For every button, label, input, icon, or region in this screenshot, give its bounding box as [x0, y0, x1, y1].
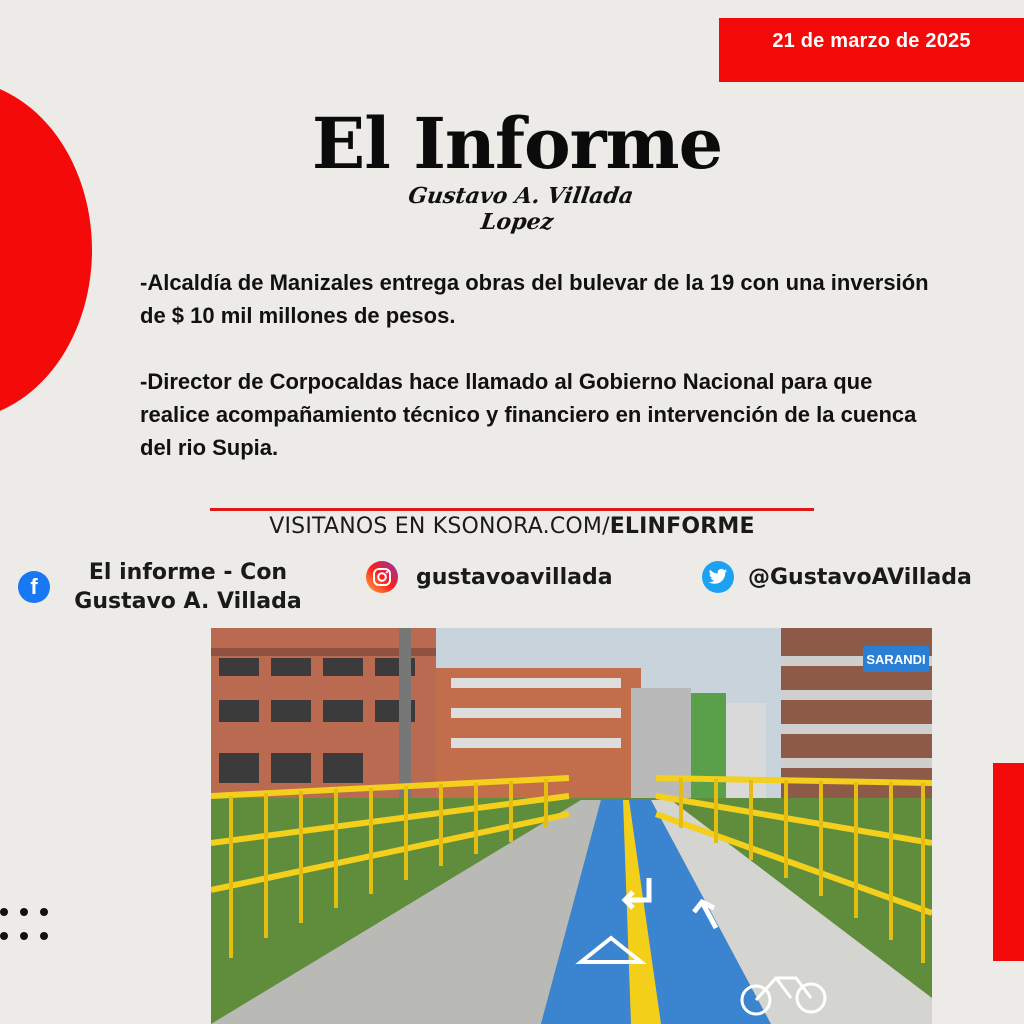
news-list: [140, 266, 940, 497]
facebook-label-line1: El informe - Con: [88, 560, 288, 585]
date-banner: [719, 18, 1024, 82]
facebook-label-line2: Gustavo A. Villada: [74, 589, 302, 614]
facebook-link[interactable]: [18, 558, 308, 616]
news-item: -Director de Corpocaldas hace llamado al Gobierno Nacional para que realice acompañamiento técnico y financiero en intervención de la cuenca del rio Supia.: [140, 369, 917, 460]
news-item: -Alcaldía de Manizales entrega obras del bulevar de la 19 con una inversión de $ 10 mil millones de pesos.: [140, 270, 929, 328]
date-text: 21 de marzo de 2025: [772, 30, 971, 52]
instagram-icon: [366, 561, 398, 593]
facebook-icon: f: [18, 571, 50, 603]
page-title: El Informe: [311, 102, 723, 185]
red-divider: [210, 508, 814, 511]
visit-link[interactable]: [0, 514, 1024, 539]
boulevard-photo: [211, 628, 932, 1024]
visit-bold: ELINFORME: [609, 514, 755, 539]
decorative-dots: [0, 908, 60, 948]
author-signature: Gustavo A. Villada Lopez: [406, 183, 636, 235]
instagram-link[interactable]: [366, 561, 613, 593]
decorative-red-bar: [993, 763, 1024, 961]
instagram-handle: gustavoavillada: [416, 564, 613, 590]
twitter-handle: @GustavoAVillada: [748, 564, 972, 590]
parking-sign: SARANDI: [866, 652, 926, 667]
twitter-link[interactable]: [702, 561, 972, 593]
visit-prefix: VISITANOS EN KSONORA.COM/: [269, 514, 610, 539]
twitter-icon: [702, 561, 734, 593]
facebook-label: [68, 558, 308, 616]
